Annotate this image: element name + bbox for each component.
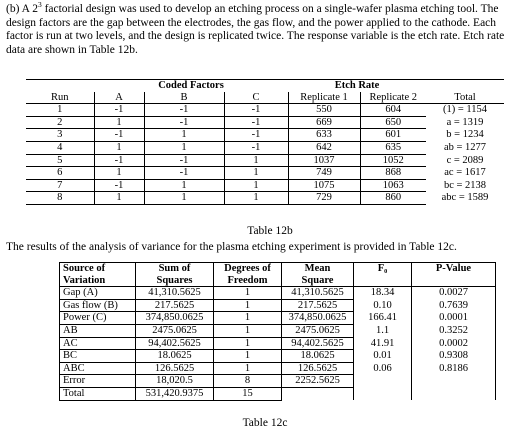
cell-mean-square: 2252.5625 bbox=[282, 375, 354, 388]
cell-mean-square: 2475.0625 bbox=[282, 324, 354, 337]
cell-mean-square bbox=[282, 387, 354, 400]
table-row bbox=[26, 167, 504, 180]
cell-mean-square: 126.5625 bbox=[282, 362, 354, 375]
table-row bbox=[60, 324, 496, 337]
table-row bbox=[26, 129, 504, 142]
cell-f0: 41.91 bbox=[354, 337, 412, 350]
cell-run: 2 bbox=[26, 116, 94, 129]
cell-mean-square: 18.0625 bbox=[282, 350, 354, 363]
table-row bbox=[60, 312, 496, 325]
cell-sum-of-squares: 2475.0625 bbox=[136, 324, 214, 337]
cell-total: ab = 1277 bbox=[443, 141, 487, 153]
header-p-value-line2 bbox=[412, 275, 496, 287]
table-row bbox=[26, 179, 504, 192]
cell-replicate-1: 749 bbox=[288, 167, 360, 180]
cell-a: -1 bbox=[94, 129, 144, 142]
cell-mean-square: 94,402.5625 bbox=[282, 337, 354, 350]
cell-f0: 0.10 bbox=[354, 299, 412, 312]
cell-total: c = 2089 bbox=[446, 154, 484, 166]
cell-sum-of-squares: 374,850.0625 bbox=[136, 312, 214, 325]
cell-c: 1 bbox=[224, 167, 288, 180]
cell-replicate-2: 635 bbox=[360, 141, 426, 154]
cell-b: -1 bbox=[144, 104, 224, 117]
cell-p-value: 0.9308 bbox=[412, 350, 496, 363]
cell-source: Gap (A) bbox=[60, 287, 136, 300]
cell-f0: 0.06 bbox=[354, 362, 412, 375]
cell-f0 bbox=[354, 375, 412, 388]
cell-a: -1 bbox=[94, 104, 144, 117]
cell-degrees-of-freedom: 15 bbox=[214, 387, 282, 400]
cell-total: (1) = 1154 bbox=[442, 104, 488, 116]
cell-sum-of-squares: 41,310.5625 bbox=[136, 287, 214, 300]
cell-p-value: 0.8186 bbox=[412, 362, 496, 375]
cell-sum-of-squares: 18.0625 bbox=[136, 350, 214, 363]
cell-replicate-1: 550 bbox=[288, 104, 360, 117]
cell-source: BC bbox=[60, 350, 136, 363]
cell-source: Gas flow (B) bbox=[60, 299, 136, 312]
cell-total: ac = 1617 bbox=[444, 167, 486, 179]
cell-b: -1 bbox=[144, 167, 224, 180]
cell-a: 1 bbox=[94, 116, 144, 129]
table-row bbox=[60, 387, 496, 400]
cell-replicate-1: 1037 bbox=[288, 154, 360, 167]
header-f0: F₀ bbox=[354, 263, 412, 275]
cell-p-value: 0.7639 bbox=[412, 299, 496, 312]
table-row bbox=[60, 350, 496, 363]
cell-p-value: 0.0027 bbox=[412, 287, 496, 300]
cell-run: 5 bbox=[26, 154, 94, 167]
cell-source: AB bbox=[60, 324, 136, 337]
cell-mean-square: 374,850.0625 bbox=[282, 312, 354, 325]
table-12b-caption: Table 12b bbox=[247, 225, 293, 237]
cell-b: 1 bbox=[144, 129, 224, 142]
cell-a: 1 bbox=[94, 167, 144, 180]
cell-b: 1 bbox=[144, 179, 224, 192]
cell-c: -1 bbox=[224, 116, 288, 129]
cell-sum-of-squares: 531,420.9375 bbox=[136, 387, 214, 400]
cell-a: 1 bbox=[94, 192, 144, 205]
cell-degrees-of-freedom: 8 bbox=[214, 375, 282, 388]
intro-paragraph bbox=[6, 0, 524, 57]
cell-replicate-2: 868 bbox=[360, 167, 426, 180]
cell-p-value bbox=[412, 375, 496, 388]
cell-degrees-of-freedom: 1 bbox=[214, 324, 282, 337]
column-header-c: C bbox=[224, 92, 288, 104]
cell-f0: 18.34 bbox=[354, 287, 412, 300]
header-p-value: P-Value bbox=[412, 263, 496, 275]
cell-c: -1 bbox=[224, 104, 288, 117]
cell-replicate-2: 1052 bbox=[360, 154, 426, 167]
header-degrees-of-freedom-line2: Freedom bbox=[214, 275, 282, 287]
cell-source: Power (C) bbox=[60, 312, 136, 325]
cell-replicate-1: 642 bbox=[288, 141, 360, 154]
anova-table bbox=[59, 262, 496, 401]
cell-replicate-1: 729 bbox=[288, 192, 360, 205]
header-f0-line2 bbox=[354, 275, 412, 287]
cell-total: bc = 2138 bbox=[443, 179, 487, 191]
column-header-run: Run bbox=[26, 92, 94, 104]
cell-f0: 1.1 bbox=[354, 324, 412, 337]
column-header-total: Total bbox=[426, 92, 504, 104]
cell-b: 1 bbox=[144, 192, 224, 205]
intro-text: factorial design was used to develop an etching process on a single-wafer plasma etching tool. The design factors are the gap between the electrodes, the gas flow, and the power applied to the cathode. Each factor is run at two levels, and the design is replicated twice. The response variable is the etch rate. Etch rate data are shown in Table 12b. bbox=[6, 3, 505, 56]
cell-degrees-of-freedom: 1 bbox=[214, 350, 282, 363]
column-header-b: B bbox=[144, 92, 224, 104]
table-row bbox=[26, 116, 504, 129]
cell-sum-of-squares: 18,020.5 bbox=[136, 375, 214, 388]
etch-rate-table bbox=[26, 79, 504, 205]
table-row bbox=[26, 154, 504, 167]
table-row bbox=[26, 192, 504, 205]
table-row bbox=[60, 337, 496, 350]
cell-replicate-2: 601 bbox=[360, 129, 426, 142]
cell-replicate-1: 669 bbox=[288, 116, 360, 129]
coded-factors-header: Coded Factors bbox=[94, 80, 288, 92]
cell-degrees-of-freedom: 1 bbox=[214, 312, 282, 325]
table-12c-caption: Table 12c bbox=[242, 417, 288, 429]
cell-b: -1 bbox=[144, 116, 224, 129]
cell-run: 7 bbox=[26, 179, 94, 192]
intro-exponent: 3 bbox=[37, 0, 42, 10]
header-sum-of-squares: Sum of bbox=[136, 263, 214, 275]
intro-prefix: (b) A 2 bbox=[6, 3, 38, 15]
cell-degrees-of-freedom: 1 bbox=[214, 337, 282, 350]
cell-run: 3 bbox=[26, 129, 94, 142]
cell-f0: 0.01 bbox=[354, 350, 412, 363]
header-mean-square: Mean bbox=[282, 263, 354, 275]
cell-total: a = 1319 bbox=[446, 116, 484, 128]
cell-c: -1 bbox=[224, 141, 288, 154]
cell-replicate-2: 1063 bbox=[360, 179, 426, 192]
cell-b: 1 bbox=[144, 141, 224, 154]
cell-mean-square: 217.5625 bbox=[282, 299, 354, 312]
cell-replicate-2: 604 bbox=[360, 104, 426, 117]
cell-run: 4 bbox=[26, 141, 94, 154]
cell-degrees-of-freedom: 1 bbox=[214, 299, 282, 312]
cell-run: 6 bbox=[26, 167, 94, 180]
column-header-replicate-1: Replicate 1 bbox=[288, 92, 360, 104]
table-row bbox=[60, 287, 496, 300]
column-header-a: A bbox=[94, 92, 144, 104]
etch-rate-header: Etch Rate bbox=[288, 80, 426, 92]
table-row bbox=[60, 299, 496, 312]
cell-p-value bbox=[412, 387, 496, 400]
cell-run: 1 bbox=[26, 104, 94, 117]
cell-f0 bbox=[354, 387, 412, 400]
anova-intro-text: The results of the analysis of variance for the plasma etching experiment is provided in Table 12c. bbox=[6, 241, 457, 253]
cell-f0: 166.41 bbox=[354, 312, 412, 325]
cell-a: -1 bbox=[94, 179, 144, 192]
cell-source: ABC bbox=[60, 362, 136, 375]
cell-replicate-1: 633 bbox=[288, 129, 360, 142]
cell-total: b = 1234 bbox=[446, 129, 484, 141]
cell-p-value: 0.0001 bbox=[412, 312, 496, 325]
header-source-line2: Variation bbox=[60, 275, 136, 287]
cell-replicate-2: 650 bbox=[360, 116, 426, 129]
cell-degrees-of-freedom: 1 bbox=[214, 287, 282, 300]
cell-p-value: 0.3252 bbox=[412, 324, 496, 337]
header-mean-square-line2: Square bbox=[282, 275, 354, 287]
cell-source: AC bbox=[60, 337, 136, 350]
column-header-replicate-2: Replicate 2 bbox=[360, 92, 426, 104]
cell-source: Error bbox=[60, 375, 136, 388]
cell-total: abc = 1589 bbox=[441, 192, 489, 204]
cell-p-value: 0.0002 bbox=[412, 337, 496, 350]
cell-a: 1 bbox=[94, 141, 144, 154]
cell-degrees-of-freedom: 1 bbox=[214, 362, 282, 375]
table-row bbox=[60, 362, 496, 375]
header-degrees-of-freedom: Degrees of bbox=[214, 263, 282, 275]
cell-run: 8 bbox=[26, 192, 94, 205]
cell-c: -1 bbox=[224, 129, 288, 142]
table-row bbox=[60, 375, 496, 388]
cell-replicate-2: 860 bbox=[360, 192, 426, 205]
cell-sum-of-squares: 217.5625 bbox=[136, 299, 214, 312]
cell-replicate-1: 1075 bbox=[288, 179, 360, 192]
header-source: Source of bbox=[60, 263, 136, 275]
cell-c: 1 bbox=[224, 154, 288, 167]
cell-sum-of-squares: 126.5625 bbox=[136, 362, 214, 375]
table-row bbox=[26, 104, 504, 117]
cell-a: -1 bbox=[94, 154, 144, 167]
header-sum-of-squares-line2: Squares bbox=[136, 275, 214, 287]
cell-b: -1 bbox=[144, 154, 224, 167]
cell-mean-square: 41,310.5625 bbox=[282, 287, 354, 300]
cell-sum-of-squares: 94,402.5625 bbox=[136, 337, 214, 350]
cell-source: Total bbox=[60, 387, 136, 400]
cell-c: 1 bbox=[224, 192, 288, 205]
cell-c: 1 bbox=[224, 179, 288, 192]
table-row bbox=[26, 141, 504, 154]
